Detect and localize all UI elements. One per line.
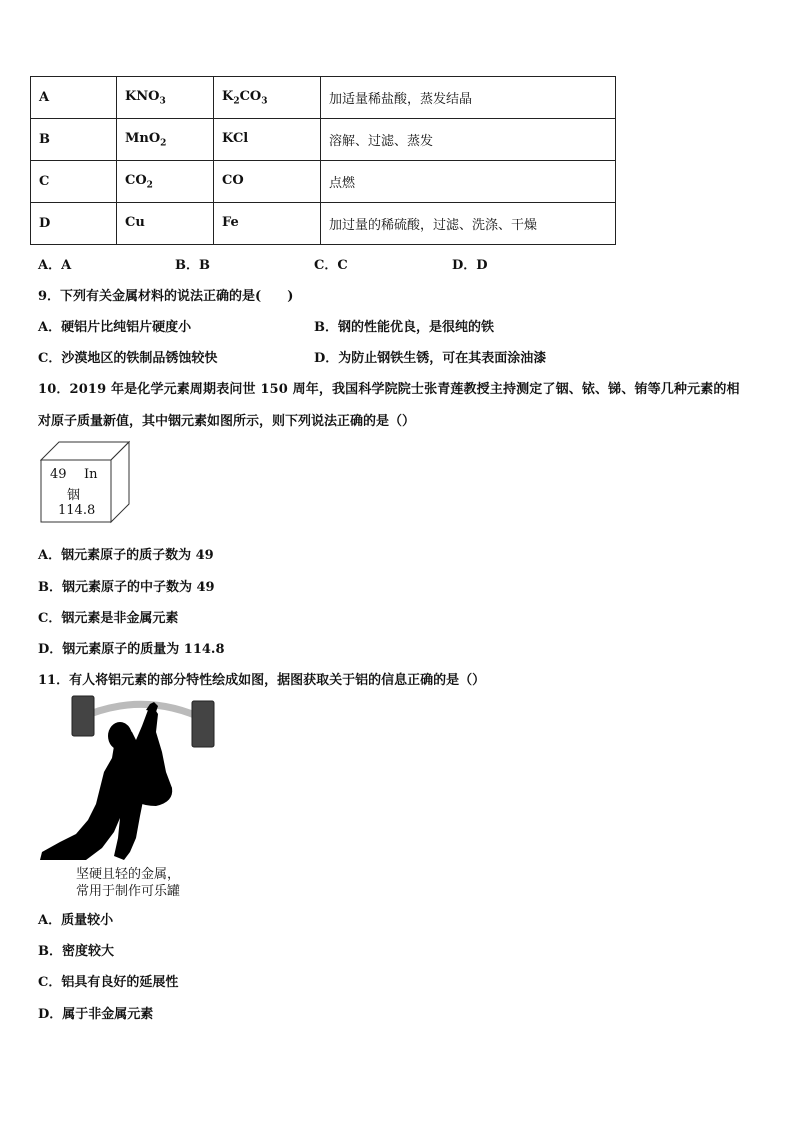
q10-stem-line1: 10．2019 年是化学元素周期表问世 150 周年，我国科学院院士张青莲教授主持测定了铟、铱、锑、铕等几种元素的相 [38, 382, 740, 397]
substance-cell [117, 203, 214, 245]
q10-choice-c: C．铟元素是非金属元素 [38, 611, 179, 626]
method-cell: 加过量的稀硫酸，过滤、洗涤、干燥 [321, 203, 616, 245]
substance-formula: CO [125, 172, 147, 188]
method-cell: 溶解、过滤、蒸发 [321, 119, 616, 161]
q8-choice-b: B．B [175, 258, 210, 273]
substance-cell [117, 161, 214, 203]
q10-choice-d: D．铟元素原子的质量为 114.8 [38, 642, 225, 657]
substance-cell [117, 119, 214, 161]
formula-subscript: 2 [160, 138, 167, 149]
option-letter-cell: A [31, 77, 117, 119]
substance-formula: Cu [125, 214, 145, 230]
method-cell: 加适量稀盐酸，蒸发结晶 [321, 77, 616, 119]
q8-choice-c: C．C [314, 258, 348, 273]
formula-subscript: 2 [233, 96, 240, 107]
q9-choice-b: B．钢的性能优良，是很纯的铁 [314, 320, 494, 335]
element-name: 铟 [67, 488, 81, 503]
element-mass: 114.8 [58, 503, 96, 518]
element-number: 49 [50, 467, 67, 482]
impurity-cell [214, 119, 321, 161]
q11-choice-d: D．属于非金属元素 [38, 1007, 154, 1022]
impurity-formula: K [222, 88, 234, 104]
impurity-cell [214, 77, 321, 119]
q10-choice-b: B．铟元素原子的中子数为 49 [38, 580, 215, 595]
table-row [31, 119, 616, 161]
caption-line-1: 坚硬且轻的金属， [76, 867, 181, 882]
substance-formula: KNO [125, 88, 160, 104]
formula-subscript: 2 [146, 180, 153, 191]
element-symbol: In [84, 467, 98, 482]
formula-subscript: 3 [261, 96, 268, 107]
q11-choice-a: A．质量较小 [38, 913, 114, 928]
q11-stem: 11．有人将铝元素的部分特性绘成如图，据图获取关于铝的信息正确的是（） [38, 673, 486, 688]
impurity-formula: Fe [222, 214, 239, 230]
q9-stem: 9．下列有关金属材料的说法正确的是( ) [38, 289, 294, 304]
substance-formula: MnO [125, 130, 161, 146]
q8-choice-d: D．D [452, 258, 488, 273]
q10-stem-line2: 对原子质量新值，其中铟元素如图所示，则下列说法正确的是（） [38, 414, 416, 429]
table-row [31, 77, 616, 119]
substance-cell [117, 77, 214, 119]
table-row [31, 161, 616, 203]
impurity-formula: CO [239, 88, 262, 104]
aluminum-figure-caption [76, 866, 180, 900]
q8-choice-a: A．A [38, 258, 72, 273]
q11-choice-b: B．密度较大 [38, 944, 114, 959]
impurity-cell [214, 203, 321, 245]
method-cell: 点燃 [321, 161, 616, 203]
element-tile-indium [40, 440, 130, 524]
table-row [31, 203, 616, 245]
impurity-formula: CO [222, 172, 244, 188]
option-letter-cell: B [31, 119, 117, 161]
option-letter-cell: D [31, 203, 117, 245]
q11-choice-c: C．铝具有良好的延展性 [38, 975, 179, 990]
option-letter-cell: C [31, 161, 117, 203]
q9-choice-d: D．为防止钢铁生锈，可在其表面涂油漆 [314, 351, 547, 366]
q10-choice-a: A．铟元素原子的质子数为 49 [38, 548, 214, 563]
separation-table [30, 76, 616, 245]
impurity-cell [214, 161, 321, 203]
caption-line-2: 常用于制作可乐罐 [76, 884, 181, 899]
q9-choice-a: A．硬铝片比纯铝片硬度小 [38, 320, 192, 335]
impurity-formula: KCl [222, 130, 249, 146]
weightlifter-silhouette-image [38, 692, 223, 864]
formula-subscript: 3 [159, 96, 166, 107]
q9-choice-c: C．沙漠地区的铁制品锈蚀较快 [38, 351, 218, 366]
